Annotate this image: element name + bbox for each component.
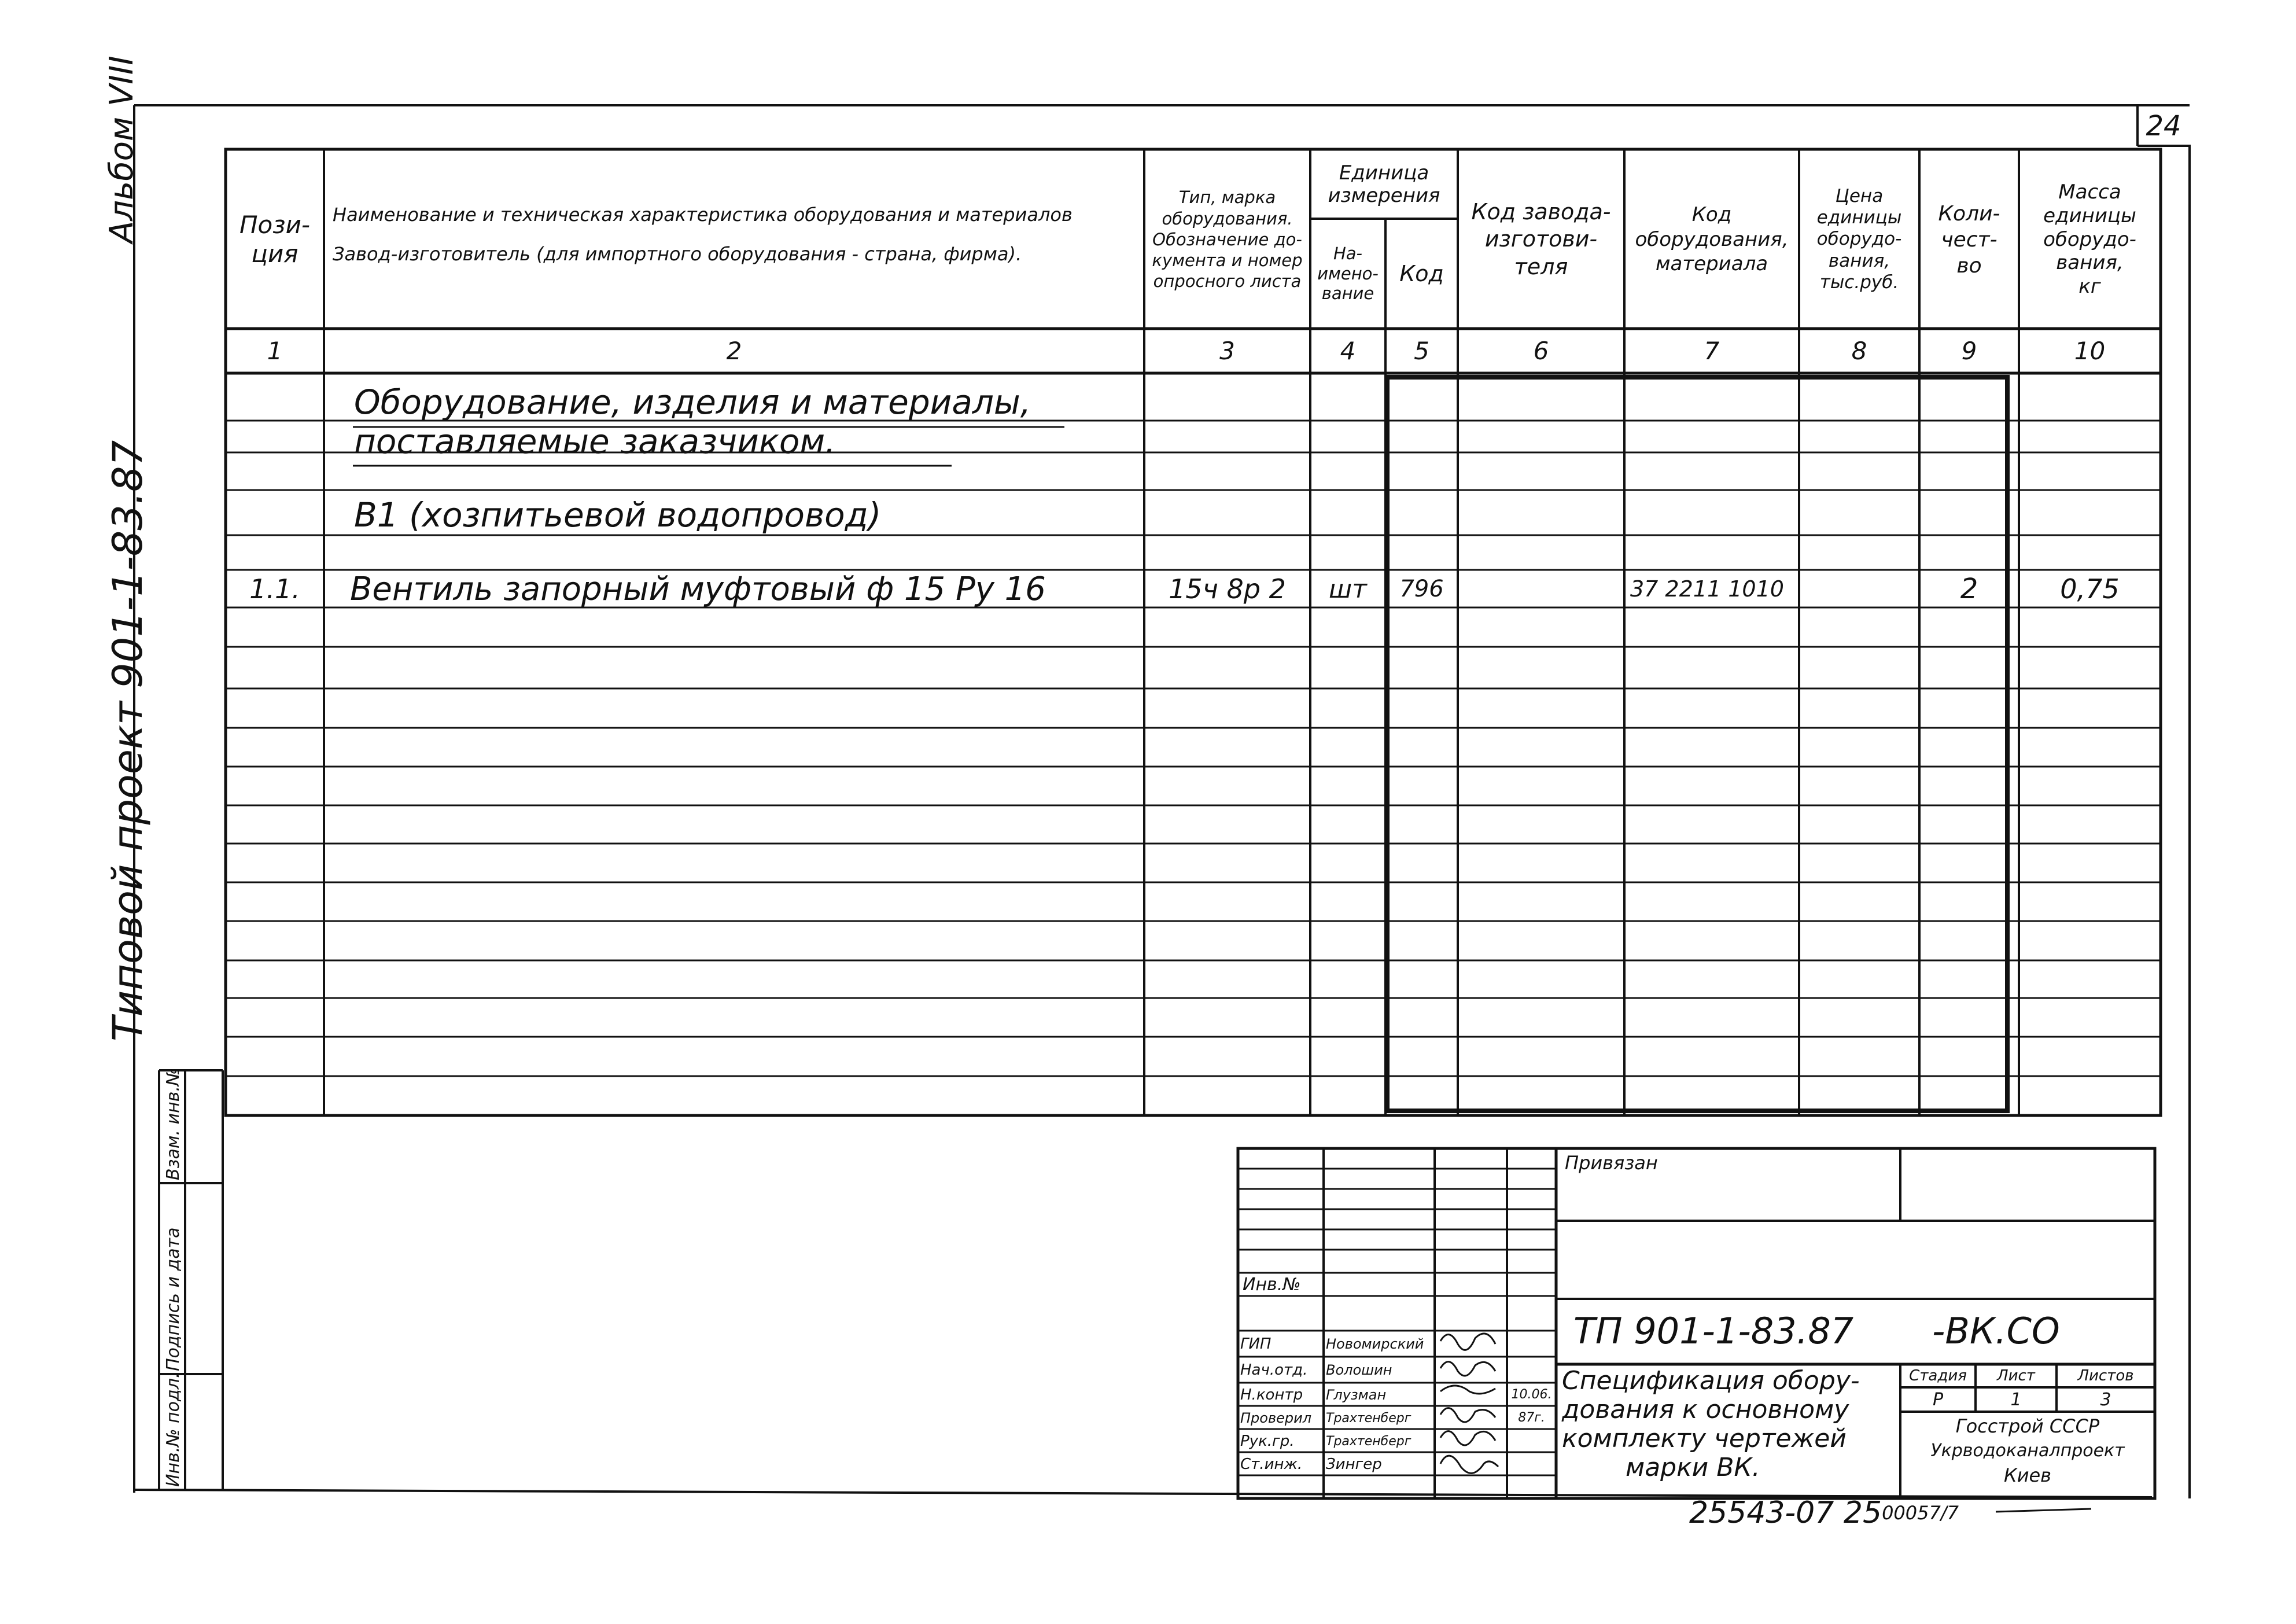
item-name: Вентиль запорный муфтовый ф 15 Ру 16 xyxy=(350,570,1046,608)
date-line2: 87г. xyxy=(1518,1410,1545,1425)
sheets-label: Листов xyxy=(2077,1367,2134,1384)
staff-role-4: Рук.гр. xyxy=(1240,1432,1295,1450)
subsection-title: В1 (хозпитьевой водопровод) xyxy=(354,495,882,535)
doc-title-line2: дования к основному xyxy=(1562,1395,1849,1424)
staff-name-5: Зингер xyxy=(1326,1456,1382,1473)
item-qty: 2 xyxy=(1960,573,1978,605)
side-stamp-inv-podl: Инв.№ подл. xyxy=(163,1372,183,1487)
col-number-1: 1 xyxy=(267,337,283,365)
header-qty: Коли- чест- во xyxy=(1938,201,2000,278)
staff-name-1: Волошин xyxy=(1326,1362,1392,1378)
staff-role-0: ГИП xyxy=(1240,1335,1272,1353)
album-label: Альбом VIII xyxy=(103,56,141,243)
header-maker-code: Код завода- изготови- теля xyxy=(1471,198,1611,279)
doc-suffix: -ВК.СО xyxy=(1932,1309,2060,1352)
org-line3: Киев xyxy=(2003,1464,2052,1486)
privyazan-label: Привязан xyxy=(1565,1152,1658,1174)
staff-role-2: Н.контр xyxy=(1240,1386,1303,1404)
item-unit: шт xyxy=(1329,574,1367,604)
archive-stamp-main: 25543-07 25 xyxy=(1689,1496,1882,1530)
item-mass: 0,75 xyxy=(2060,573,2120,605)
date-line1: 10.06. xyxy=(1511,1387,1552,1402)
stage-value: Р xyxy=(1932,1389,1944,1410)
header-price: Цена единицы оборудо- вания, тыс.руб. xyxy=(1816,186,1902,293)
staff-name-4: Трахтенберг xyxy=(1326,1434,1411,1449)
inv-label: Инв.№ xyxy=(1243,1274,1301,1295)
item-type: 15ч 8р 2 xyxy=(1169,573,1286,605)
header-unit-code: Код xyxy=(1399,261,1444,286)
sheet-label: Лист xyxy=(1997,1367,2035,1384)
col-number-9: 9 xyxy=(1961,337,1977,365)
side-stamp-podpis: Подпись и дата xyxy=(163,1227,183,1371)
staff-role-3: Проверил xyxy=(1240,1410,1312,1426)
side-stamp-vzam: Взам. инв.№ xyxy=(163,1067,183,1180)
doc-title-line4: марки ВК. xyxy=(1626,1453,1760,1482)
archive-stamp-number xyxy=(1689,1496,2106,1530)
item-position: 1.1. xyxy=(249,573,300,605)
doc-title xyxy=(1562,1367,1900,1497)
item-unit-code: 796 xyxy=(1399,576,1444,602)
sheets-value: 3 xyxy=(2100,1389,2111,1410)
item-equip-code: 37 2211 1010 xyxy=(1630,576,1784,602)
header-unit-group: Единица измерения xyxy=(1328,161,1440,207)
doc-code: ТП 901-1-83.87 xyxy=(1573,1309,1854,1352)
header-position: Пози- ция xyxy=(239,210,311,268)
col-number-6: 6 xyxy=(1533,337,1549,365)
col-number-8: 8 xyxy=(1851,337,1867,365)
staff-name-3: Трахтенберг xyxy=(1326,1411,1411,1426)
staff-name-2: Глузман xyxy=(1326,1387,1387,1403)
doc-title-line3: комплекту чертежей xyxy=(1562,1424,1847,1453)
header-name-line1: Наименование и техническая характеристика оборудования и материалов xyxy=(333,204,1073,226)
archive-stamp-strike: 00057/7 xyxy=(1882,1502,1959,1524)
col-number-7: 7 xyxy=(1704,337,1720,365)
header-type: Тип, марка оборудования. Обозначение до- кумента и номер опросного листа xyxy=(1152,187,1303,292)
org-line2: Укрводоканалпроект xyxy=(1930,1440,2125,1461)
sheet-number: 24 xyxy=(2146,109,2181,142)
staff-role-1: Нач.отд. xyxy=(1240,1361,1308,1379)
side-project-title: Типовой проект 901-1-83.87 xyxy=(104,440,152,1041)
header-mass: Масса единицы оборудо- вания, кг xyxy=(2043,181,2136,299)
staff-name-0: Новомирский xyxy=(1326,1336,1424,1352)
section-title-line2: поставляемые заказчиком. xyxy=(354,422,836,461)
col-number-3: 3 xyxy=(1219,337,1235,365)
section-title-line1: Оборудование, изделия и материалы, xyxy=(354,382,1031,422)
doc-title-line1: Спецификация обору- xyxy=(1562,1366,1860,1395)
col-number-2: 2 xyxy=(726,337,742,365)
header-name-line2: Завод-изготовитель (для импортного оборудования - страна, фирма). xyxy=(333,243,1022,265)
header-unit-name: На- имено- вание xyxy=(1317,243,1379,304)
org-line1: Госстрой СССР xyxy=(1955,1415,2100,1437)
col-number-4: 4 xyxy=(1340,337,1356,365)
header-equip-code: Код оборудования, материала xyxy=(1635,203,1789,276)
staff-role-5: Ст.инж. xyxy=(1240,1456,1303,1473)
col-number-10: 10 xyxy=(2074,337,2106,365)
col-number-5: 5 xyxy=(1414,337,1429,365)
sheet-value: 1 xyxy=(2010,1389,2022,1410)
stage-label: Стадия xyxy=(1909,1367,1967,1384)
